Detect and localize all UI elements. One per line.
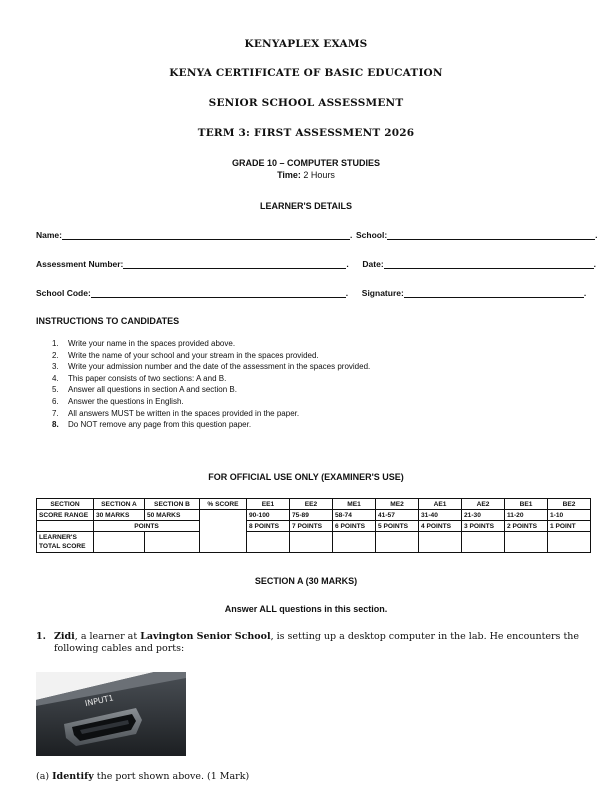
section-a-instruction: Answer ALL questions in this section.	[224, 604, 388, 614]
school-code-label: School Code:	[36, 288, 91, 298]
time-line	[0, 170, 612, 180]
assessment-number-field[interactable]	[123, 259, 346, 269]
table-row: SECTION SECTION A SECTION B % SCORE EE1 EE2 ME1 ME2 AE1 AE2 BE1 BE2	[37, 499, 591, 510]
assessment-title: SENIOR SCHOOL ASSESSMENT	[208, 97, 404, 109]
learner-name: Zidi	[54, 631, 75, 642]
section-b-score-cell[interactable]	[145, 532, 200, 553]
section-a-score-cell[interactable]	[94, 532, 145, 553]
certificate-title: KENYA CERTIFICATE OF BASIC EDUCATION	[169, 67, 443, 79]
port-label-text: INPUT1	[84, 693, 115, 709]
question-1a: (a) Identify the port shown above. (1 Mark)	[36, 771, 250, 782]
table-row: LEARNER'S TOTAL SCORE	[37, 532, 591, 553]
instructions-title: INSTRUCTIONS TO CANDIDATES	[36, 316, 180, 326]
section-a-title: SECTION A (30 MARKS)	[254, 576, 358, 586]
instructions-list	[52, 338, 370, 431]
name-field[interactable]	[62, 230, 350, 240]
exam-body-title: KENYAPLEX EXAMS	[244, 38, 368, 50]
instruction-item: 4. This paper consists of two sections: A and B.	[52, 373, 227, 383]
term-title: TERM 3: FIRST ASSESSMENT 2026	[197, 127, 415, 139]
instruction-item: 3. Write your admission number and the date of the assessment in the spaces provided.	[52, 362, 371, 372]
date-label: Date:	[362, 259, 384, 269]
instruction-item: 2. Write the name of your school and your stream in the spaces provided.	[52, 350, 319, 360]
date-field[interactable]	[384, 259, 594, 269]
school-name: Lavington Senior School	[140, 631, 271, 642]
time-label: Time:	[277, 170, 301, 180]
time-value: 2 Hours	[303, 170, 335, 180]
hdmi-port-image	[36, 672, 186, 756]
subject-title: GRADE 10 – COMPUTER STUDIES	[231, 158, 381, 168]
name-label: Name:	[36, 230, 62, 240]
assessment-date-row: Assessment Number: . Date: .	[36, 259, 597, 269]
code-signature-row: School Code: . Signature: .	[36, 288, 587, 298]
signature-field[interactable]	[404, 288, 584, 298]
name-school-row: Name: . School: .	[36, 230, 598, 240]
official-use-title: FOR OFFICIAL USE ONLY (EXAMINER'S USE)	[208, 472, 404, 482]
instruction-item: 6. Answer the questions in English.	[52, 396, 184, 406]
question-1: 1. Zidi, a learner at Lavington Senior School, is setting up a desktop computer in the lab. He encounters the following cables and ports:	[36, 631, 580, 654]
school-field[interactable]	[387, 230, 595, 240]
instruction-item: 1. Write your name in the spaces provided above.	[52, 339, 236, 348]
school-code-field[interactable]	[91, 288, 346, 298]
table-row: POINTS 8 POINTS 7 POINTS 6 POINTS 5 POINTS 4 POINTS 3 POINTS 2 POINTS 1 POINT	[37, 521, 591, 532]
instruction-item: 8. Do NOT remove any page from this question paper.	[52, 420, 252, 430]
table-row: SCORE RANGE 30 MARKS 50 MARKS 90-100 75-89 58-74 41-57 31-40 21-30 11-20 1-10	[37, 510, 591, 521]
school-label: School:	[355, 230, 388, 240]
instruction-item: 7. All answers MUST be written in the spaces provided in the paper.	[52, 408, 300, 418]
learner-details-title: LEARNER'S DETAILS	[260, 201, 352, 211]
signature-label: Signature:	[361, 288, 404, 298]
assessment-number-label: Assessment Number:	[36, 259, 124, 269]
examiner-score-table	[36, 498, 591, 553]
instruction-item: 5. Answer all questions in section A and section B.	[52, 385, 237, 395]
